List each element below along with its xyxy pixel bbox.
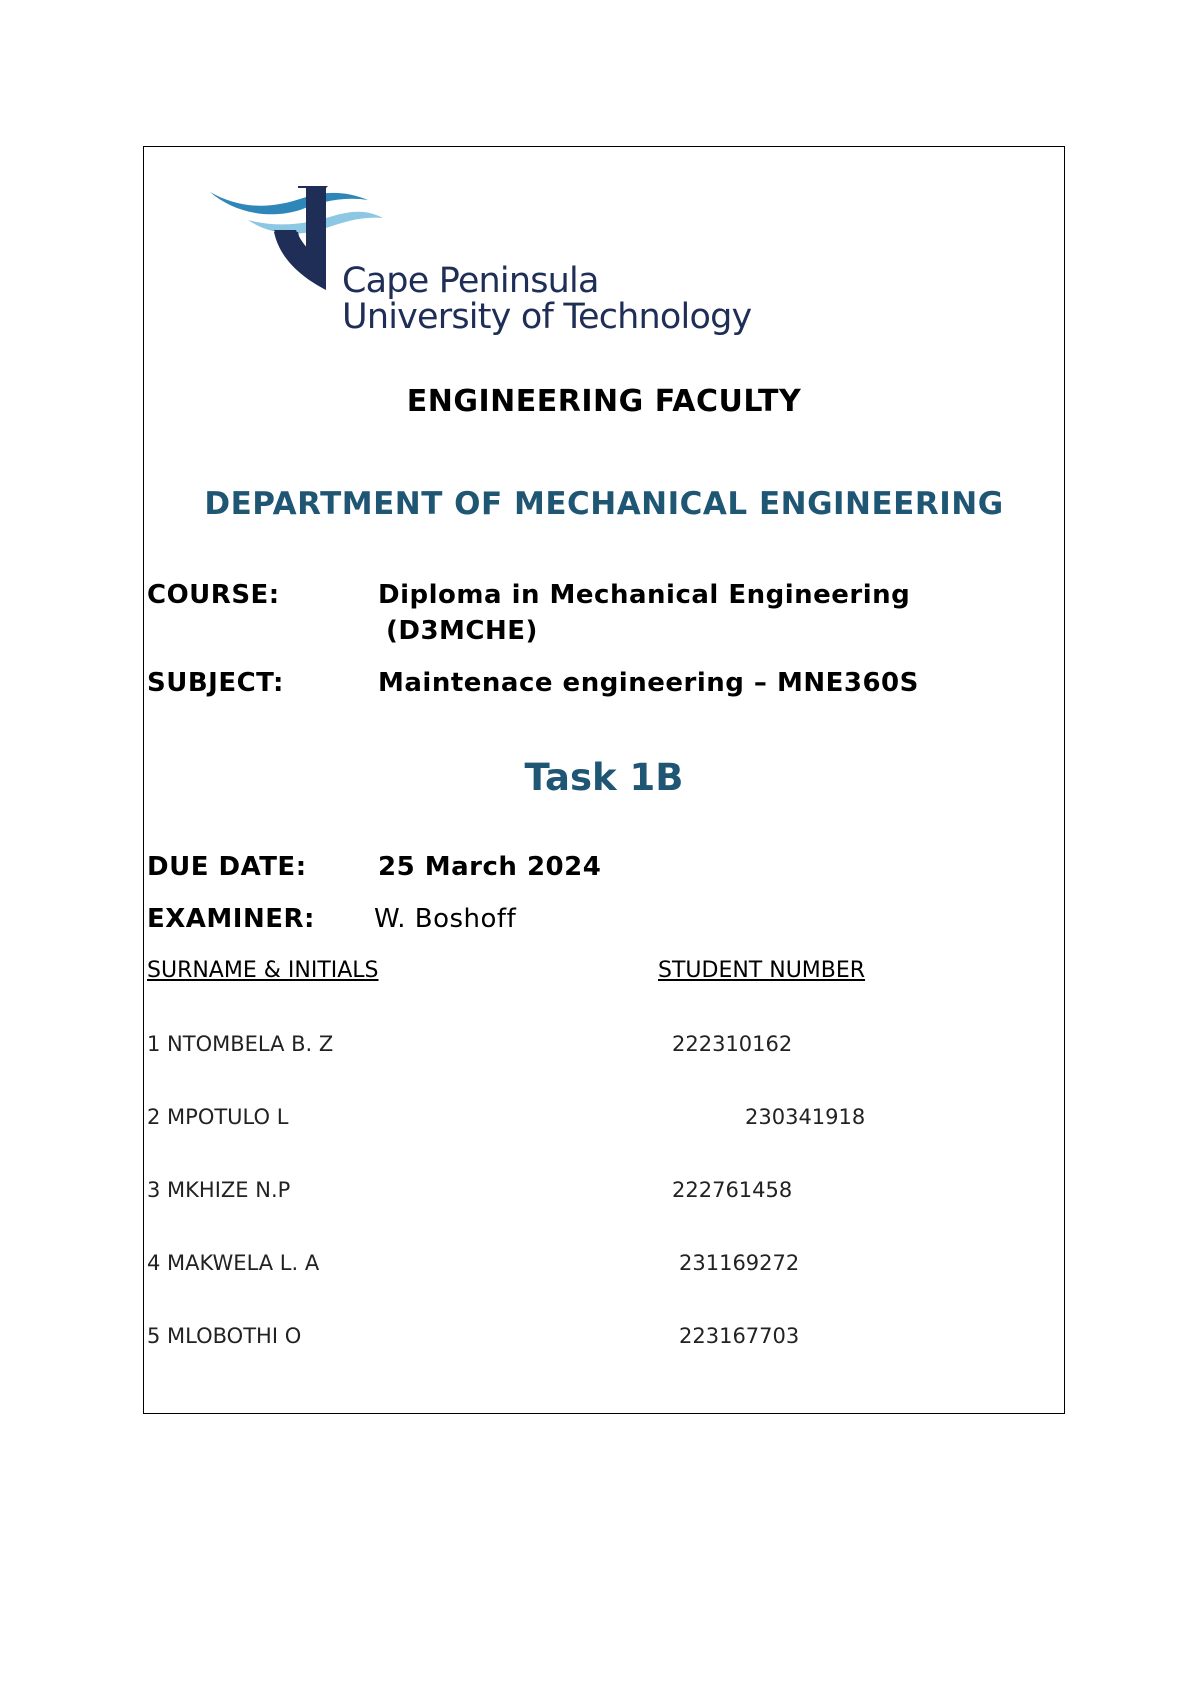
subject-label: SUBJECT: — [147, 668, 284, 698]
student-name: 4 MAKWELA L. A — [147, 1251, 320, 1275]
student-number: 230341918 — [745, 1105, 866, 1129]
student-name: 2 MPOTULO L — [147, 1105, 289, 1129]
student-number-header: STUDENT NUMBER — [658, 958, 866, 983]
course-value: Diploma in Mechanical Engineering — [378, 580, 911, 610]
student-number: 222310162 — [672, 1032, 793, 1056]
student-name: 1 NTOMBELA B. Z — [147, 1032, 334, 1056]
examiner-label: EXAMINER: — [147, 904, 315, 934]
student-name: 3 MKHIZE N.P — [147, 1178, 291, 1202]
examiner-value: W. Boshoff — [374, 904, 517, 934]
logo-text-line1: Cape Peninsula — [342, 261, 599, 301]
due-date-value: 25 March 2024 — [378, 852, 602, 882]
faculty-heading: ENGINEERING FACULTY — [406, 384, 802, 419]
student-name: 5 MLOBOTHI O — [147, 1324, 302, 1348]
student-number: 223167703 — [679, 1324, 800, 1348]
student-number: 222761458 — [672, 1178, 793, 1202]
logo-text-line2: University of Technology — [342, 297, 752, 337]
department-heading: DEPARTMENT OF MECHANICAL ENGINEERING — [204, 486, 1004, 522]
surname-initials-header: SURNAME & INITIALS — [147, 958, 379, 983]
student-number: 231169272 — [679, 1251, 800, 1275]
course-label: COURSE: — [147, 580, 280, 610]
task-title: Task 1B — [524, 756, 684, 799]
course-code: (D3MCHE) — [386, 616, 538, 646]
subject-value: Maintenace engineering – MNE360S — [378, 668, 919, 698]
due-date-label: DUE DATE: — [147, 852, 307, 882]
